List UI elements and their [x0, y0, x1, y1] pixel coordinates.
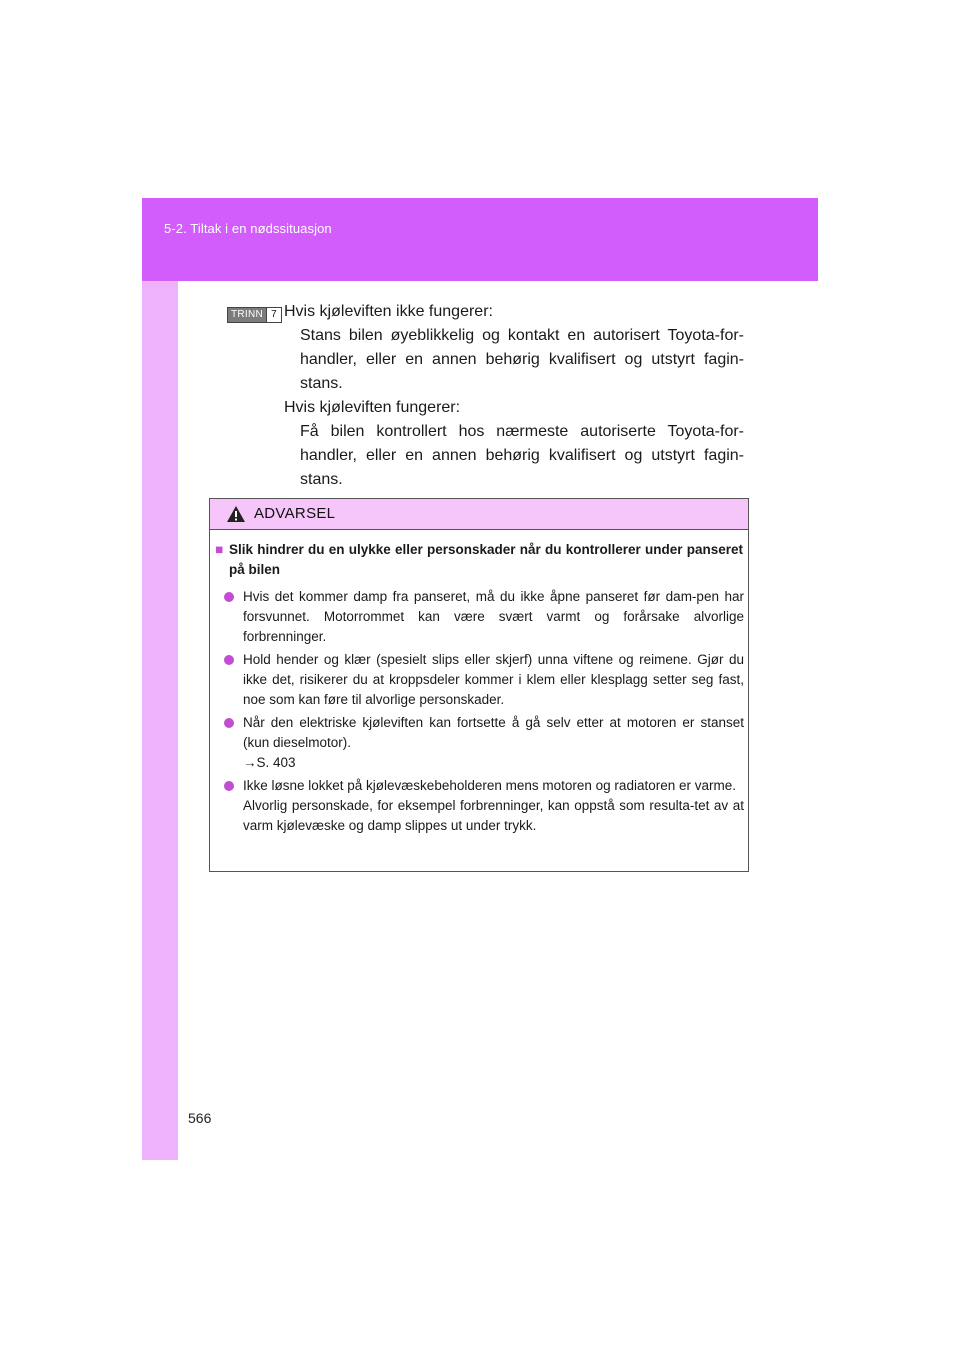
step-badge: [227, 307, 282, 323]
list-item-text: Ikke løsne lokket på kjølevæskebeholderen mens motoren og radiatoren er varme.: [243, 778, 736, 793]
step-badge-label: TRINN: [228, 308, 266, 322]
arrow-right-icon: →: [243, 755, 257, 770]
condition-1-title: Hvis kjøleviften ikke fungerer:: [284, 303, 493, 320]
list-item: [224, 587, 744, 647]
bullet-dot-icon: [224, 592, 234, 602]
bullet-dot-icon: [224, 781, 234, 791]
list-item-text: Hvis det kommer damp fra panseret, må du ikke åpne panseret før dam-pen har forsvunnet. Motorrommet kan være svært varmt og forårsake alvorlige forbrenninger.: [243, 589, 744, 644]
warning-triangle-icon: [226, 505, 246, 523]
condition-1-body: Stans bilen øyeblikkelig og kontakt en autorisert Toyota-for-handler, eller en annen behørig kvalifisert og utstyrt fagin-stans.: [300, 327, 744, 392]
page-number: 566: [188, 1110, 212, 1126]
page-reference-text: S. 403: [256, 755, 296, 770]
warning-section-text: Slik hindrer du en ulykke eller personskader når du kontrollerer under panseret på bilen: [229, 542, 743, 577]
list-item-extra-text: Alvorlig personskade, for eksempel forbrenninger, kan oppstå som resulta-tet av at varm kjølevæske og damp slippes ut under trykk.: [243, 798, 744, 833]
list-item: [224, 713, 744, 773]
condition-2-body: Få bilen kontrollert hos nærmeste autoriserte Toyota-for-handler, eller en annen behørig kvalifisert og utstyrt fagin-stans.: [300, 423, 744, 488]
step-badge-number: 7: [266, 308, 281, 322]
section-title: 5-2. Tiltak i en nødssituasjon: [164, 221, 332, 236]
section-header: [142, 198, 818, 281]
list-item: [224, 650, 744, 710]
condition-2-title: Hvis kjøleviften fungerer:: [284, 399, 461, 416]
list-item-text: Hold hender og klær (spesielt slips eller skjerf) unna viftene og reimene. Gjør du ikke det, risikerer du at kroppsdeler kommer i klem eller klesplagg setter seg fast, noe som kan føre til alvorlige personskader.: [243, 652, 744, 707]
list-item: [224, 776, 744, 836]
bullet-dot-icon: [224, 718, 234, 728]
warning-box: [209, 498, 749, 872]
warning-title: ADVARSEL: [254, 505, 336, 522]
bullet-dot-icon: [224, 655, 234, 665]
list-item-text: Når den elektriske kjøleviften kan fortsette å gå selv etter at motoren er stanset (kun dieselmotor).: [243, 715, 744, 750]
page-reference[interactable]: [224, 753, 744, 773]
side-band: [142, 198, 178, 1160]
square-bullet-icon: ■: [215, 542, 224, 557]
warning-section-title: [215, 540, 743, 580]
warning-header: [210, 499, 748, 530]
